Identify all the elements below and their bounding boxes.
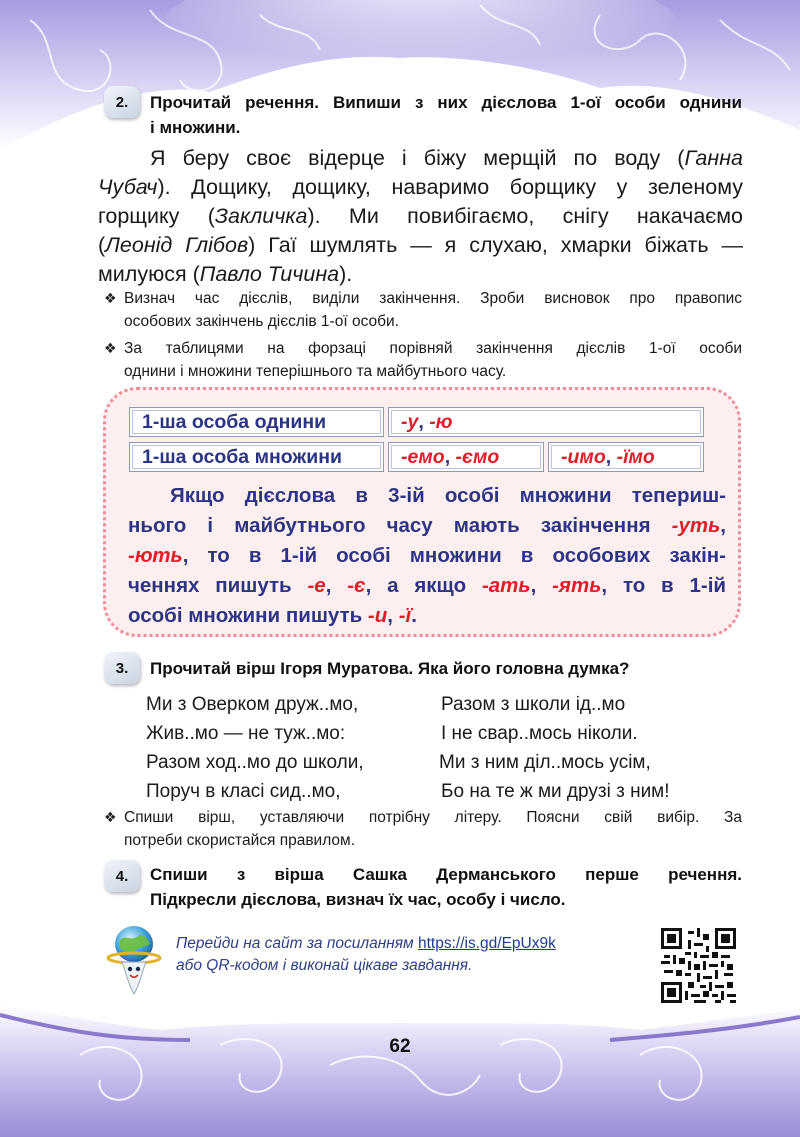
rule-text xyxy=(128,481,726,631)
task-2-line-4: (Леонід Глібов) Гаї шумлять — я слухаю, хмарки біжать — xyxy=(98,233,743,257)
row2-label-cell: 1-ша особа множини xyxy=(129,442,384,472)
task-3-bullet: ❖ Спиши вірш, уставляючи потрібну літеру. Поясни свій вибір. За потреби скористайся правилом. xyxy=(104,806,742,852)
task-3-heading: Прочитай вірш Ігоря Муратова. Яка його головна думка? xyxy=(150,659,630,678)
task-2-number: 2. xyxy=(115,93,129,111)
row2-endings-e-cell: -емо, -ємо xyxy=(388,442,544,472)
poem-line: Бо на те ж ми друзі з ним! xyxy=(441,781,670,802)
poem-line: Ми з ним діл..мось усім, xyxy=(439,752,651,773)
bottom-decoration xyxy=(0,985,800,1137)
rule-line-5: особі множини пишуть -и, -ї. xyxy=(128,604,417,627)
task-3-number: 3. xyxy=(115,659,129,677)
poem-line: Поруч в класі сид..мо, xyxy=(146,781,341,802)
online-task-text: Перейди на сайт за посиланням https://is.gd/EpUx9k або QR-кодом і виконай цікаве завдання. xyxy=(176,935,556,974)
poem-line: Ми з Оверком друж..мо, xyxy=(146,694,359,715)
qr-code[interactable] xyxy=(661,928,736,1003)
poem-right-column xyxy=(439,690,670,806)
task-2-line-1: Я беру своє відерце і біжу мерщій по воду (Ганна xyxy=(150,146,743,170)
task-2-heading-line1: Прочитай речення. Випиши з них дієслова 1-ої особи однини xyxy=(150,93,742,112)
task-2-bullet-2: ❖ За таблицями на форзаці порівняй закінчення дієслів 1-ої особи однини і множини теперішнього та майбутнього часу. xyxy=(104,337,742,383)
task-2-line-2: Чубач). Дощику, дощику, наваримо борщику у зеленому xyxy=(98,175,743,199)
task-2-heading xyxy=(150,90,742,140)
row2-endings-i-cell: -имо, -їмо xyxy=(548,442,704,472)
task-2-line-5: милуюся (Павло Тичина). xyxy=(98,262,353,286)
task-4-heading-line2: Підкресли дієслова, визнач їх час, особу і число. xyxy=(150,890,566,909)
task-4-number: 4. xyxy=(115,867,129,885)
globe-mascot-icon xyxy=(104,922,164,996)
poem-line: Разом з школи ід..мо xyxy=(441,694,626,715)
poem-line: І не свар..мось ніколи. xyxy=(441,723,638,744)
rule-line-2: нього і майбутнього часу мають закінчення -уть, xyxy=(128,514,726,537)
task-2-text xyxy=(98,144,743,289)
task-2-bullet-1: ❖ Визнач час дієслів, виділи закінчення. Зроби висновок про правопис особових закінчень дієслів 1-ої особи. xyxy=(104,287,742,333)
rule-line-1: Якщо дієслова в 3-ій особі множини тепериш- xyxy=(170,484,726,507)
task-3-number-badge xyxy=(104,652,140,684)
poem-line: Жив..мо — не туж..мо: xyxy=(146,723,346,744)
poem-line: Разом ход..мо до школи, xyxy=(146,752,364,773)
row1-endings-cell: -у, -ю xyxy=(388,407,704,437)
rule-line-3: -ють, то в 1-ій особі множини в особових закін- xyxy=(128,544,726,567)
page-number: 62 xyxy=(389,1036,411,1057)
rule-line-4: ченнях пишуть -е, -є, а якщо -ать, -ять, то в 1-ій xyxy=(128,574,726,597)
task-4-heading xyxy=(150,862,742,912)
task-2-number-badge xyxy=(104,86,140,118)
bullet-icon: ❖ xyxy=(104,290,117,306)
row1-label-cell: 1-ша особа однини xyxy=(129,407,384,437)
bullet-icon: ❖ xyxy=(104,809,117,825)
task-4-number-badge xyxy=(104,860,140,892)
bullet-icon: ❖ xyxy=(104,340,117,356)
task-2-line-3: горщику (Закличка). Ми повибігаємо, снігу накачаємо xyxy=(98,204,743,228)
task-4-heading-line1: Спиши з вірша Сашка Дерманського перше речення. xyxy=(150,865,742,884)
task-link[interactable]: https://is.gd/EpUx9k xyxy=(418,935,556,952)
poem-left-column xyxy=(146,690,364,806)
task-2-heading-line2: і множини. xyxy=(150,118,241,137)
